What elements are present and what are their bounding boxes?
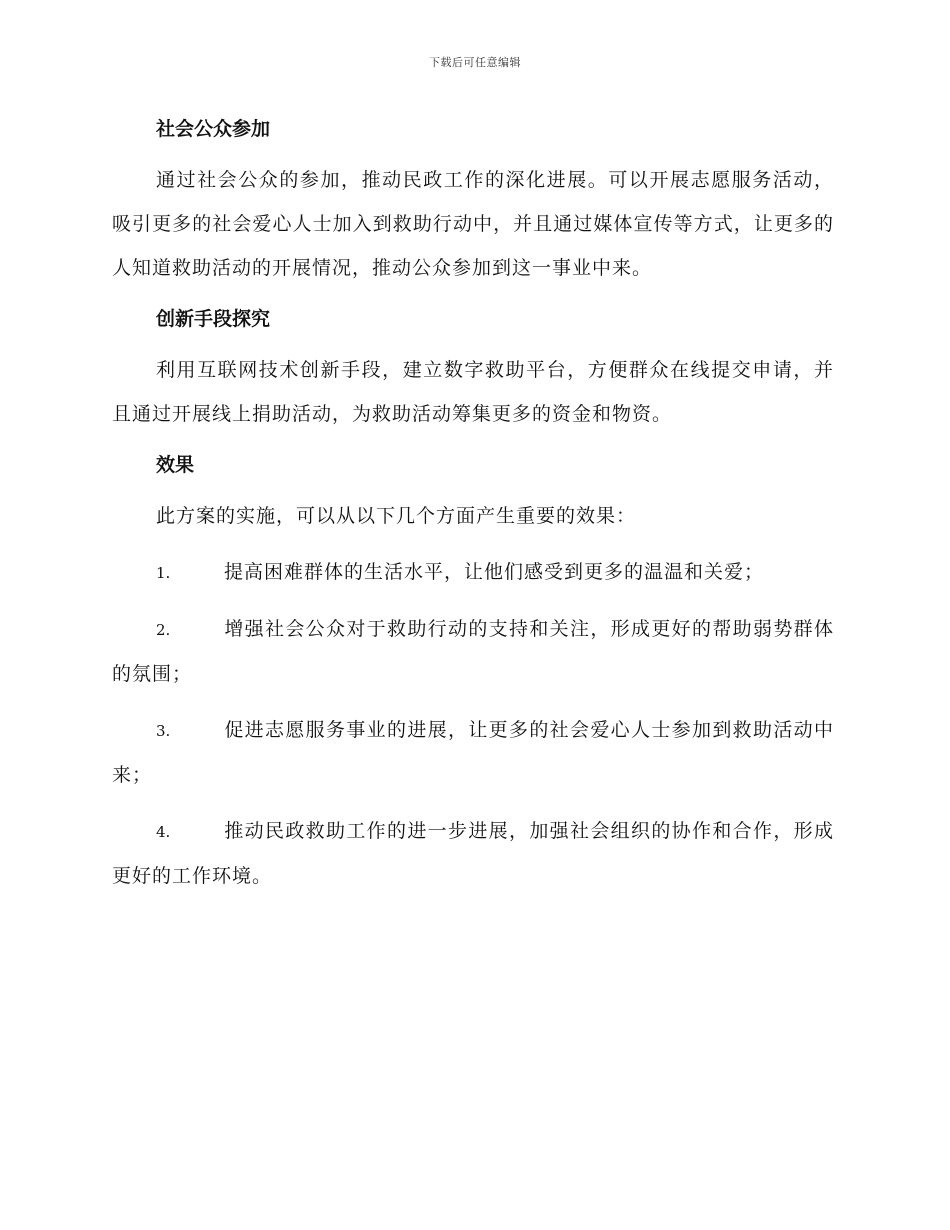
list-item-number: 2. [156, 621, 171, 639]
document-body [112, 112, 834, 898]
list-item-text: 提高困难群体的生活水平，让他们感受到更多的温温和关爱； [224, 561, 765, 583]
list-item-text: 推动民政救助工作的进一步进展，加强社会组织的协作和合作，形成更好的工作环境。 [112, 820, 834, 887]
header-note: 下载后可任意编辑 [429, 56, 521, 69]
section-paragraph-effects-intro: 此方案的实施，可以从以下几个方面产生重要的效果： [156, 505, 637, 527]
list-item-number: 3. [156, 722, 171, 740]
section-paragraph-innovation: 利用互联网技术创新手段，建立数字救助平台，方便群众在线提交申请，并且通过开展线上捐助活动，为救助活动筹集更多的资金和物资。 [112, 359, 834, 425]
section-paragraph-public-participation: 通过社会公众的参加，推动民政工作的深化进展。可以开展志愿服务活动，吸引更多的社会爱心人士加入到救助行动中，并且通过媒体宣传等方式，让更多的人知道救助活动的开展情况，推动公众参加到这一事业中来。 [112, 169, 834, 279]
section-heading-effects: 效果 [156, 454, 195, 476]
section-heading-public-participation: 社会公众参加 [156, 118, 271, 140]
list-item [112, 550, 834, 595]
list-item-number: 1. [156, 564, 171, 582]
list-item [112, 708, 834, 797]
list-item [112, 809, 834, 898]
section-heading-innovation: 创新手段探究 [156, 308, 271, 330]
list-item [112, 607, 834, 696]
list-item-text: 促进志愿服务事业的进展，让更多的社会爱心人士参加到救助活动中来； [112, 719, 834, 786]
list-item-number: 4. [156, 823, 171, 841]
list-item-text: 增强社会公众对于救助行动的支持和关注，形成更好的帮助弱势群体的氛围； [112, 618, 834, 685]
